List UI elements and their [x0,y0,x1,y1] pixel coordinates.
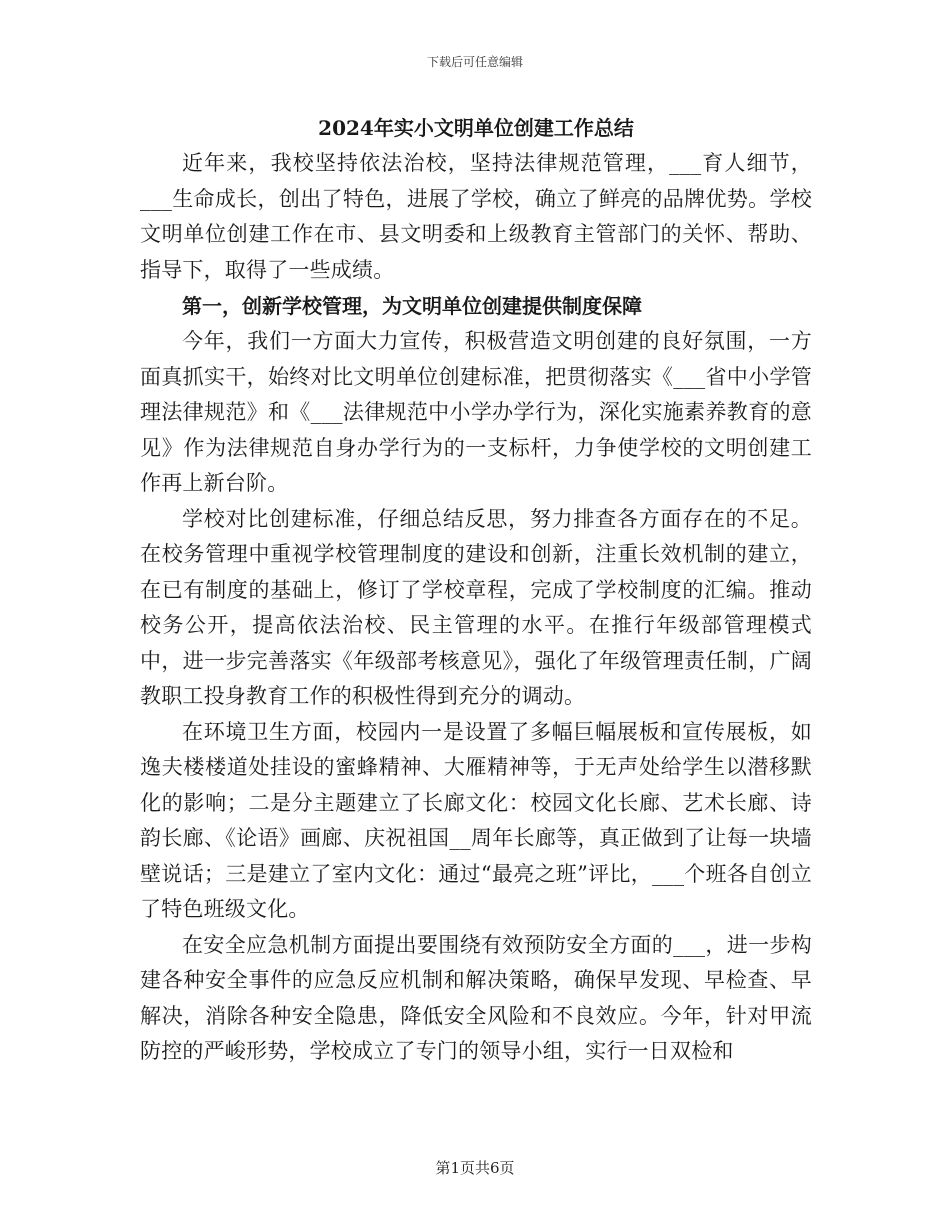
paragraph-promotion: 今年，我们一方面大力宣传，积极营造文明创建的良好氛围，一方面真抓实干，始终对比文明单位创建标准，把贯彻落实《___省中小学管理法律规范》和《___法律规范中小学办学行为，深化实施素养教育的意见》作为法律规范自身办学行为的一支标杆，力争使学校的文明创建工作再上新台阶。 [140,329,812,495]
document-title: 2024年实小文明单位创建工作总结 [318,116,634,140]
paragraph-safety: 在安全应急机制方面提出要围绕有效预防安全方面的___，进一步构建各种安全事件的应急反应机制和解决策略，确保早发现、早检查、早解决，消除各种安全隐患，降低安全风险和不良效应。今年，针对甲流防控的严峻形势，学校成立了专门的领导小组，实行一日双检和 [140,932,812,1063]
document-body [140,110,812,1070]
page-number: 第1页共6页 [435,1159,515,1177]
paragraph-environment: 在环境卫生方面，校园内一是设置了多幅巨幅展板和宣传展板，如逸夫楼楼道处挂设的蜜蜂精神、大雁精神等，于无声处给学生以潜移默化的影响；二是分主题建立了长廊文化：校园文化长廊、艺术长廊、诗韵长廊、《论语》画廊、庆祝祖国__周年长廊等，真正做到了让每一块墙壁说话；三是建立了室内文化：通过“最亮之班”评比，___个班各自创立了特色班级文化。 [140,719,812,921]
page-header-note: 下载后可任意编辑 [426,55,523,69]
section-heading-1: 第一，创新学校管理，为文明单位创建提供制度保障 [182,294,642,318]
paragraph-intro: 近年来，我校坚持依法治校，坚持法律规范管理，___育人细节，___生命成长，创出了特色，进展了学校，确立了鲜亮的品牌优势。学校文明单位创建工作在市、县文明委和上级教育主管部门的关怀、帮助、指导下，取得了一些成绩。 [140,151,812,282]
paragraph-management: 学校对比创建标准，仔细总结反思，努力排查各方面存在的不足。在校务管理中重视学校管理制度的建设和创新，注重长效机制的建立，在已有制度的基础上，修订了学校章程，完成了学校制度的汇编。推动校务公开，提高依法治校、民主管理的水平。在推行年级部管理模式中，进一步完善落实《年级部考核意见》，强化了年级管理责任制，广阔教职工投身教育工作的积极性得到充分的调动。 [140,506,812,708]
